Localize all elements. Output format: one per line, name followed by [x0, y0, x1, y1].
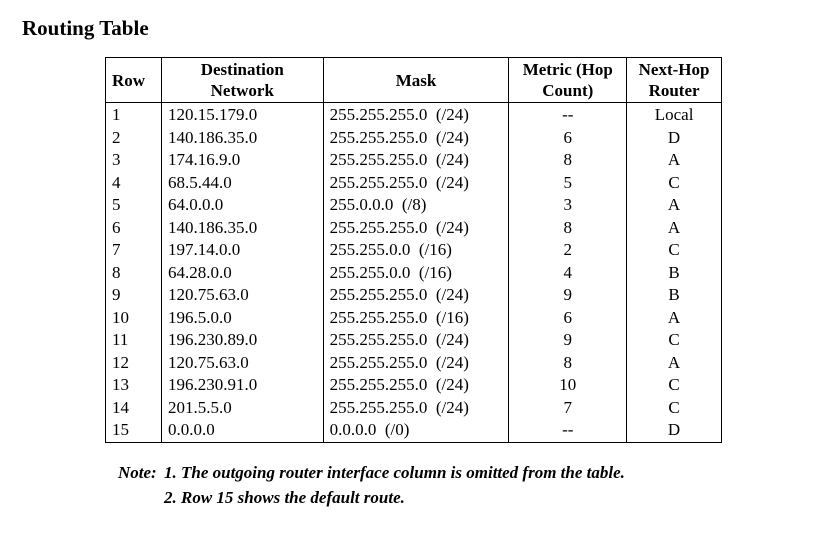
cell-mask: 255.255.255.0 (/24) — [323, 397, 509, 420]
table-row — [106, 284, 722, 307]
cell-next-hop: D — [627, 419, 722, 442]
cell-mask: 255.255.255.0 (/24) — [323, 352, 509, 375]
cell-metric: 7 — [509, 397, 627, 420]
cell-metric: 2 — [509, 239, 627, 262]
cell-next-hop: Local — [627, 103, 722, 127]
notes — [118, 460, 625, 510]
cell-next-hop: D — [627, 127, 722, 150]
cell-row-number: 7 — [106, 239, 162, 262]
cell-row-number: 1 — [106, 103, 162, 127]
cell-metric: 3 — [509, 194, 627, 217]
col-header-mask: Mask — [323, 58, 509, 103]
cell-metric: -- — [509, 419, 627, 442]
cell-metric: 8 — [509, 149, 627, 172]
note-prefix: Note: — [118, 463, 157, 482]
cell-mask: 255.255.0.0 (/16) — [323, 239, 509, 262]
cell-row-number: 15 — [106, 419, 162, 442]
cell-destination: 140.186.35.0 — [161, 127, 323, 150]
cell-row-number: 6 — [106, 217, 162, 240]
note-line-1 — [118, 460, 625, 485]
cell-mask: 255.0.0.0 (/8) — [323, 194, 509, 217]
cell-metric: 8 — [509, 217, 627, 240]
cell-row-number: 4 — [106, 172, 162, 195]
table-row — [106, 172, 722, 195]
cell-next-hop: A — [627, 217, 722, 240]
table-row — [106, 127, 722, 150]
cell-metric: 10 — [509, 374, 627, 397]
page-title: Routing Table — [22, 16, 149, 40]
cell-row-number: 2 — [106, 127, 162, 150]
cell-mask: 255.255.255.0 (/24) — [323, 127, 509, 150]
cell-next-hop: B — [627, 262, 722, 285]
cell-metric: 9 — [509, 329, 627, 352]
cell-destination: 120.75.63.0 — [161, 352, 323, 375]
col-header-metric: Metric (Hop Count) — [509, 58, 627, 103]
cell-destination: 64.0.0.0 — [161, 194, 323, 217]
cell-destination: 120.15.179.0 — [161, 103, 323, 127]
cell-destination: 64.28.0.0 — [161, 262, 323, 285]
cell-row-number: 8 — [106, 262, 162, 285]
cell-destination: 68.5.44.0 — [161, 172, 323, 195]
cell-destination: 201.5.5.0 — [161, 397, 323, 420]
cell-destination: 0.0.0.0 — [161, 419, 323, 442]
table-row — [106, 194, 722, 217]
table-body — [106, 103, 722, 443]
cell-next-hop: C — [627, 239, 722, 262]
cell-next-hop: B — [627, 284, 722, 307]
cell-mask: 255.255.0.0 (/16) — [323, 262, 509, 285]
cell-destination: 196.230.89.0 — [161, 329, 323, 352]
table-row — [106, 374, 722, 397]
cell-row-number: 5 — [106, 194, 162, 217]
routing-table — [105, 57, 722, 443]
table-row — [106, 217, 722, 240]
cell-metric: 6 — [509, 127, 627, 150]
cell-next-hop: C — [627, 329, 722, 352]
note-2-text: 2. Row 15 shows the default route. — [164, 488, 405, 507]
cell-row-number: 3 — [106, 149, 162, 172]
cell-metric: -- — [509, 103, 627, 127]
cell-next-hop: A — [627, 307, 722, 330]
cell-next-hop: C — [627, 397, 722, 420]
col-header-row: Row — [106, 58, 162, 103]
cell-next-hop: C — [627, 172, 722, 195]
table-row — [106, 149, 722, 172]
cell-mask: 255.255.255.0 (/24) — [323, 374, 509, 397]
table-row — [106, 397, 722, 420]
cell-row-number: 11 — [106, 329, 162, 352]
cell-destination: 140.186.35.0 — [161, 217, 323, 240]
cell-mask: 255.255.255.0 (/24) — [323, 217, 509, 240]
col-header-next-hop: Next-Hop Router — [627, 58, 722, 103]
cell-metric: 4 — [509, 262, 627, 285]
cell-row-number: 9 — [106, 284, 162, 307]
cell-row-number: 10 — [106, 307, 162, 330]
table-row — [106, 239, 722, 262]
cell-next-hop: C — [627, 374, 722, 397]
table-row — [106, 307, 722, 330]
table-row — [106, 352, 722, 375]
cell-mask: 255.255.255.0 (/16) — [323, 307, 509, 330]
cell-row-number: 14 — [106, 397, 162, 420]
cell-mask: 0.0.0.0 (/0) — [323, 419, 509, 442]
cell-destination: 196.5.0.0 — [161, 307, 323, 330]
table-row — [106, 262, 722, 285]
table-row — [106, 419, 722, 442]
col-header-destination: Destination Network — [161, 58, 323, 103]
note-line-2 — [118, 485, 625, 510]
cell-next-hop: A — [627, 352, 722, 375]
cell-destination: 120.75.63.0 — [161, 284, 323, 307]
cell-metric: 9 — [509, 284, 627, 307]
cell-next-hop: A — [627, 194, 722, 217]
note-1-text: 1. The outgoing router interface column is omitted from the table. — [164, 463, 625, 482]
cell-next-hop: A — [627, 149, 722, 172]
cell-mask: 255.255.255.0 (/24) — [323, 103, 509, 127]
cell-metric: 8 — [509, 352, 627, 375]
cell-mask: 255.255.255.0 (/24) — [323, 172, 509, 195]
cell-destination: 197.14.0.0 — [161, 239, 323, 262]
table-row — [106, 329, 722, 352]
cell-row-number: 13 — [106, 374, 162, 397]
cell-destination: 174.16.9.0 — [161, 149, 323, 172]
cell-mask: 255.255.255.0 (/24) — [323, 284, 509, 307]
table-header-row — [106, 58, 722, 103]
cell-mask: 255.255.255.0 (/24) — [323, 149, 509, 172]
cell-mask: 255.255.255.0 (/24) — [323, 329, 509, 352]
cell-metric: 6 — [509, 307, 627, 330]
cell-row-number: 12 — [106, 352, 162, 375]
table-row — [106, 103, 722, 127]
cell-destination: 196.230.91.0 — [161, 374, 323, 397]
cell-metric: 5 — [509, 172, 627, 195]
